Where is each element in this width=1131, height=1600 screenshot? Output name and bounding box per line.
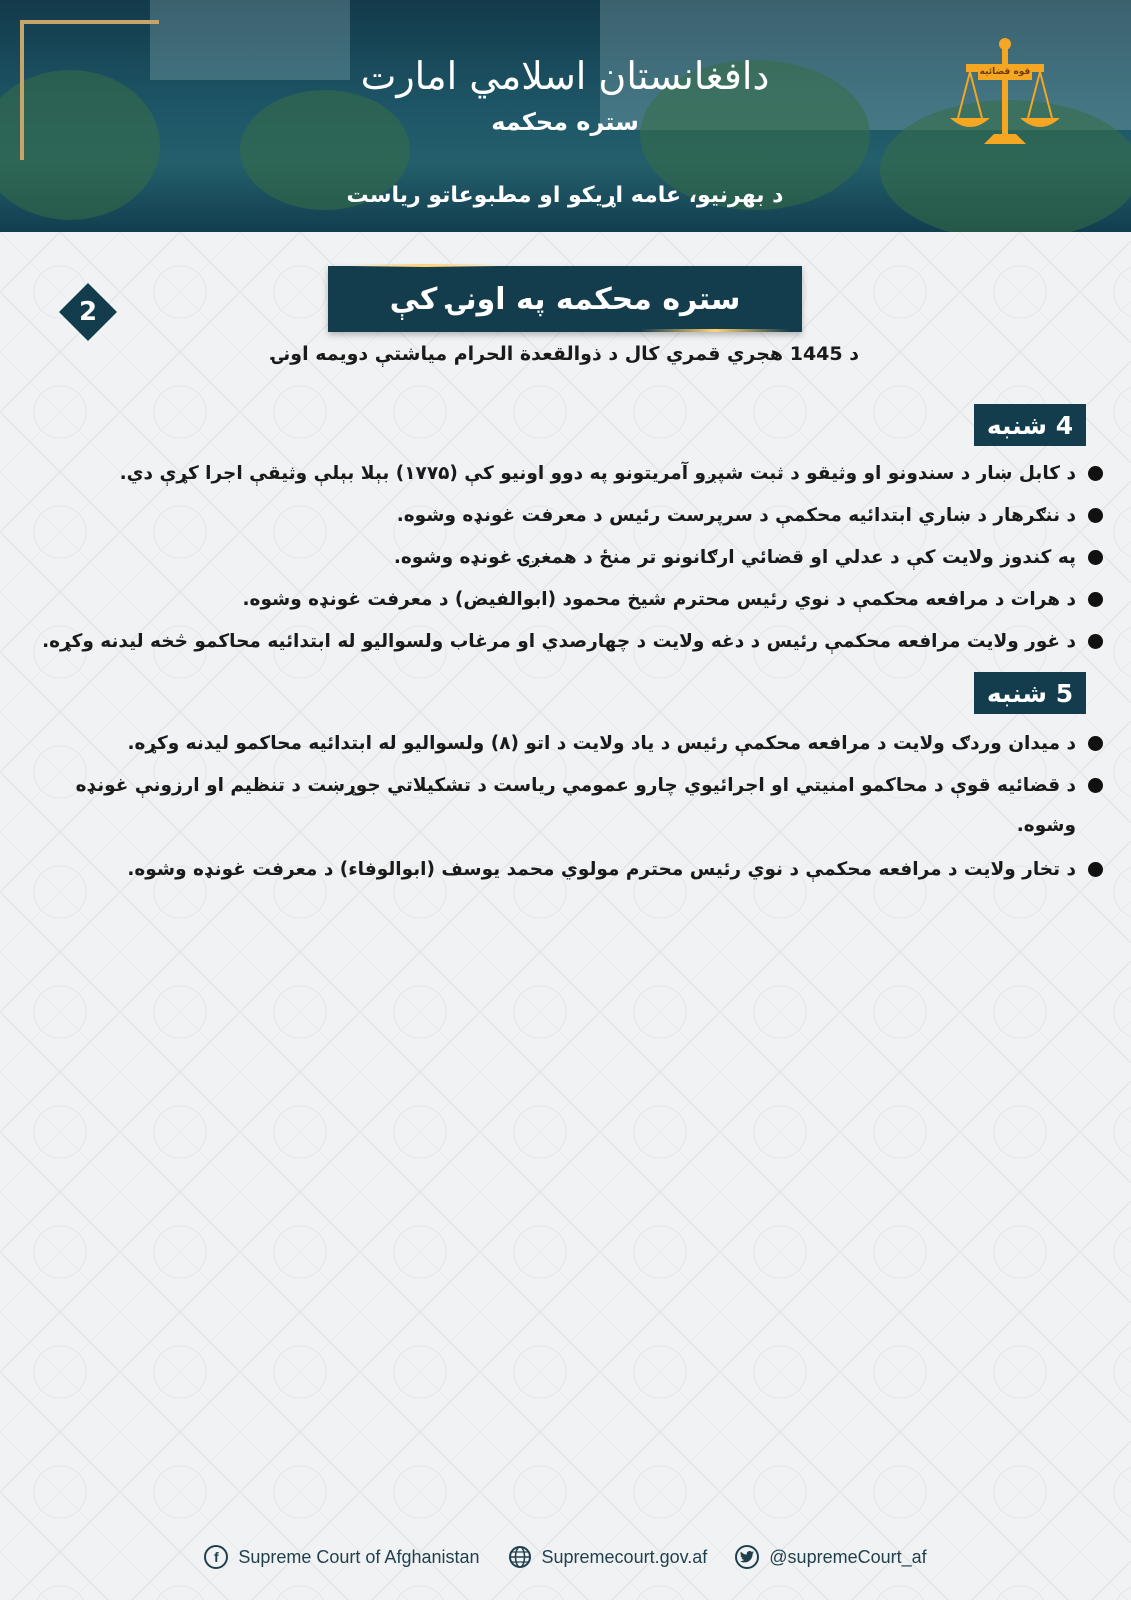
logo-text: قوه قضائيه — [979, 67, 1031, 77]
bullet-icon — [1088, 508, 1103, 523]
emirate-name: دافغانستان اسلامي امارت — [360, 54, 770, 98]
list-item — [23, 580, 1103, 620]
list-item-text: د هرات د مرافعه محکمې د نوي رئيس محترم شيخ محمود (ابوالفيض) د معرفت غونډه وشوه. — [242, 589, 1076, 610]
bullet-icon — [1088, 592, 1103, 607]
list-item — [23, 496, 1103, 536]
page-title: ستره محکمه په اونۍ کې — [328, 266, 802, 332]
title-glow — [350, 264, 500, 267]
title-glow — [640, 329, 790, 332]
facebook-icon[interactable]: f — [204, 1545, 228, 1569]
department-name: د بهرنيو، عامه اړيکو او مطبوعاتو رياست — [346, 183, 784, 208]
bullet-icon — [1088, 550, 1103, 565]
list-item-text: د ميدان وردګ ولايت د مرافعه محکمې رئيس د ياد ولايت د اتو (۸) ولسواليو له ابتدائيه محاکمو ليدنه وکړه. — [127, 733, 1076, 754]
bullet-icon — [1088, 778, 1103, 793]
list-item-text: د غور ولايت مرافعه محکمې رئيس د دغه ولايت د چهارصدي او مرغاب ولسواليو له ابتدائيه محاکمو څخه ليدنه وکړه. — [42, 631, 1076, 652]
bullet-icon — [1088, 862, 1103, 877]
list-item — [23, 454, 1103, 494]
list-item-text: د ننګرهار د ښاري ابتدائيه محکمې د سرپرست رئيس د معرفت غونډه وشوه. — [396, 505, 1076, 526]
facebook-link[interactable]: Supreme Court of Afghanistan — [238, 1546, 480, 1567]
list-item — [23, 622, 1103, 662]
website-link[interactable]: Supremecourt.gov.af — [541, 1546, 708, 1567]
list-item-text: د قضائيه قوې د محاکمو امنيتي او اجرائيوي چارو عمومي رياست د تشکيلاتي جوړښت د تنظيم او ارزونې غونډه وشوه. — [75, 775, 1076, 836]
court-name: ستره محکمه — [491, 108, 639, 136]
page-number: 2 — [78, 297, 98, 327]
day-label-wednesday: 4 شنبه — [974, 404, 1086, 446]
list-item — [23, 724, 1103, 764]
list-item — [23, 766, 1103, 846]
list-item-text: د کابل ښار د سندونو او وثيقو د ثبت شپږو آمريتونو په دوو اونيو کې (۱۷۷۵) بېلا بېلې وثيقې اجرا کړې دي. — [119, 463, 1076, 484]
twitter-link[interactable]: @supremeCourt_af — [769, 1546, 927, 1567]
bullet-icon — [1088, 466, 1103, 481]
bullet-icon — [1088, 634, 1103, 649]
corner-bracket — [20, 20, 159, 160]
header-banner — [0, 0, 1131, 232]
page-subtitle: د 1445 هجري قمري کال د ذوالقعدة الحرام مياشتې دويمه اونۍ — [272, 343, 859, 365]
globe-icon[interactable] — [508, 1545, 532, 1569]
footer — [0, 1540, 1131, 1574]
background-pattern — [0, 232, 1131, 1600]
bullet-icon — [1088, 736, 1103, 751]
day-label-thursday: 5 شنبه — [974, 672, 1086, 714]
list-item-text: په کندوز ولايت کې د عدلي او قضائي ارګانونو تر منځ د همغږۍ غونډه وشوه. — [393, 547, 1076, 568]
list-item — [23, 538, 1103, 578]
scales-of-justice-icon — [950, 38, 1060, 150]
list-item — [23, 850, 1103, 890]
list-item-text: د تخار ولايت د مرافعه محکمې د نوي رئيس محترم مولوي محمد يوسف (ابوالوفاء) د معرفت غونډه وشوه. — [127, 859, 1076, 880]
building-silhouette — [150, 0, 350, 80]
twitter-icon[interactable] — [735, 1545, 759, 1569]
